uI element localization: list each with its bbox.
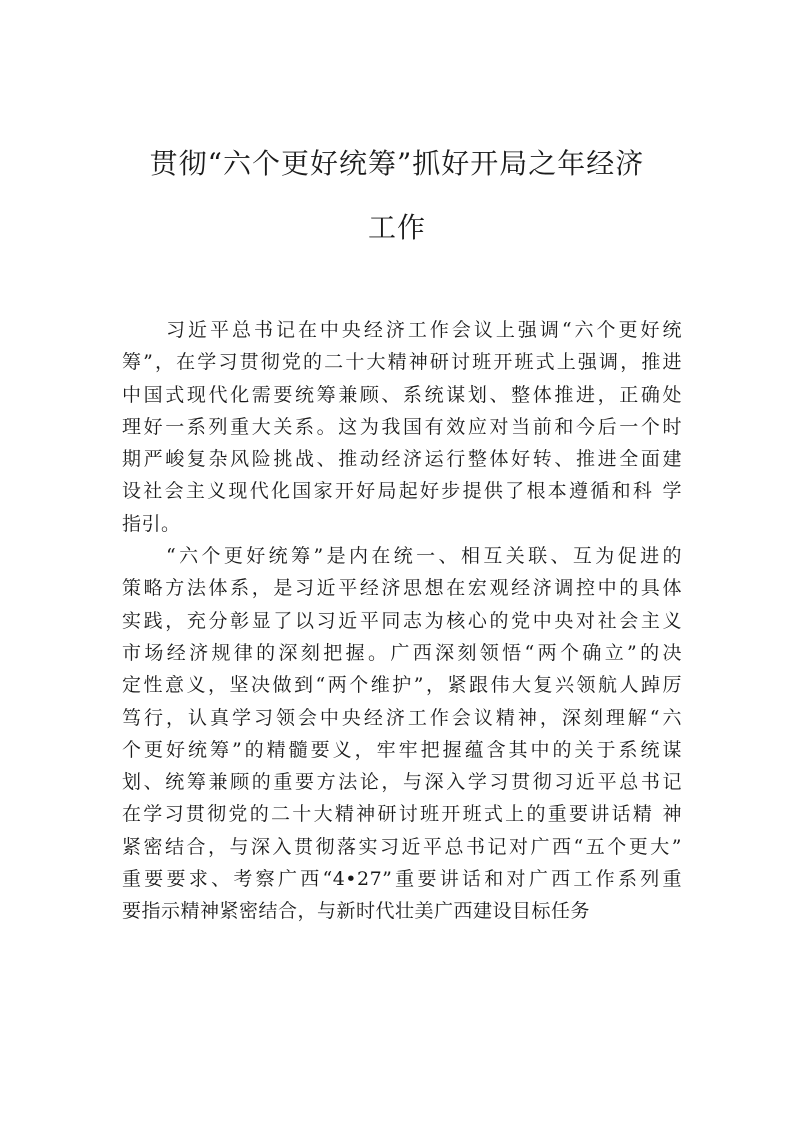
document-title-line-2: 工作 bbox=[367, 211, 426, 244]
text-line: 中国式现代化需要统筹兼顾、系统谋划、整体推进，正确处 bbox=[122, 383, 682, 406]
paragraph-2 bbox=[122, 540, 682, 928]
text-line: 策略方法体系，是习近平经济思想在宏观经济调控中的具体 bbox=[122, 577, 682, 600]
text-line: 期严峻复杂风险挑战、推动经济运行整体好转、推进全面建 bbox=[122, 448, 682, 471]
text-line: 筹”，在学习贯彻党的二十大精神研讨班开班式上强调，推进 bbox=[122, 351, 682, 374]
text-line: 划、统筹兼顾的重要方法论，与深入学习贯彻习近平总书记 bbox=[122, 771, 682, 794]
text-line: “六个更好统筹”是内在统一、相互关联、互为促进的 bbox=[166, 545, 682, 568]
text-line: 设社会主义现代化国家开好局起好步提供了根本遵循和科 学 bbox=[122, 480, 682, 503]
text-line: 笃行，认真学习领会中央经济工作会议精神，深刻理解“六 bbox=[122, 706, 682, 729]
document-body bbox=[122, 314, 682, 928]
text-line: 重要要求、考察广西“4•27”重要讲话和对广西工作系列重 bbox=[122, 868, 682, 891]
text-line: 市场经济规律的深刻把握。广西深刻领悟“两个确立”的决 bbox=[122, 641, 682, 664]
text-line: 要指示精神紧密结合，与新时代壮美广西建设目标任务 bbox=[122, 900, 591, 923]
text-line: 紧密结合，与深入贯彻落实习近平总书记对广西“五个更大” bbox=[122, 835, 682, 858]
text-line: 实践，充分彰显了以习近平同志为核心的党中央对社会主义 bbox=[122, 609, 682, 632]
text-line: 个更好统筹”的精髓要义，牢牢把握蕴含其中的关于系统谋 bbox=[122, 738, 682, 761]
text-line: 理好一系列重大关系。这为我国有效应对当前和今后一个时 bbox=[122, 415, 682, 438]
text-line: 习近平总书记在中央经济工作会议上强调“六个更好统 bbox=[166, 319, 682, 341]
text-line: 定性意义，坚决做到“两个维护”，紧跟伟大复兴领航人踔厉 bbox=[122, 674, 682, 697]
text-line: 指引。 bbox=[122, 512, 181, 535]
document-title-line-1: 贯彻“六个更好统筹”抓好开局之年经济 bbox=[149, 147, 645, 180]
paragraph-1 bbox=[122, 314, 682, 540]
text-line: 在学习贯彻党的二十大精神研讨班开班式上的重要讲话精 神 bbox=[122, 803, 682, 826]
